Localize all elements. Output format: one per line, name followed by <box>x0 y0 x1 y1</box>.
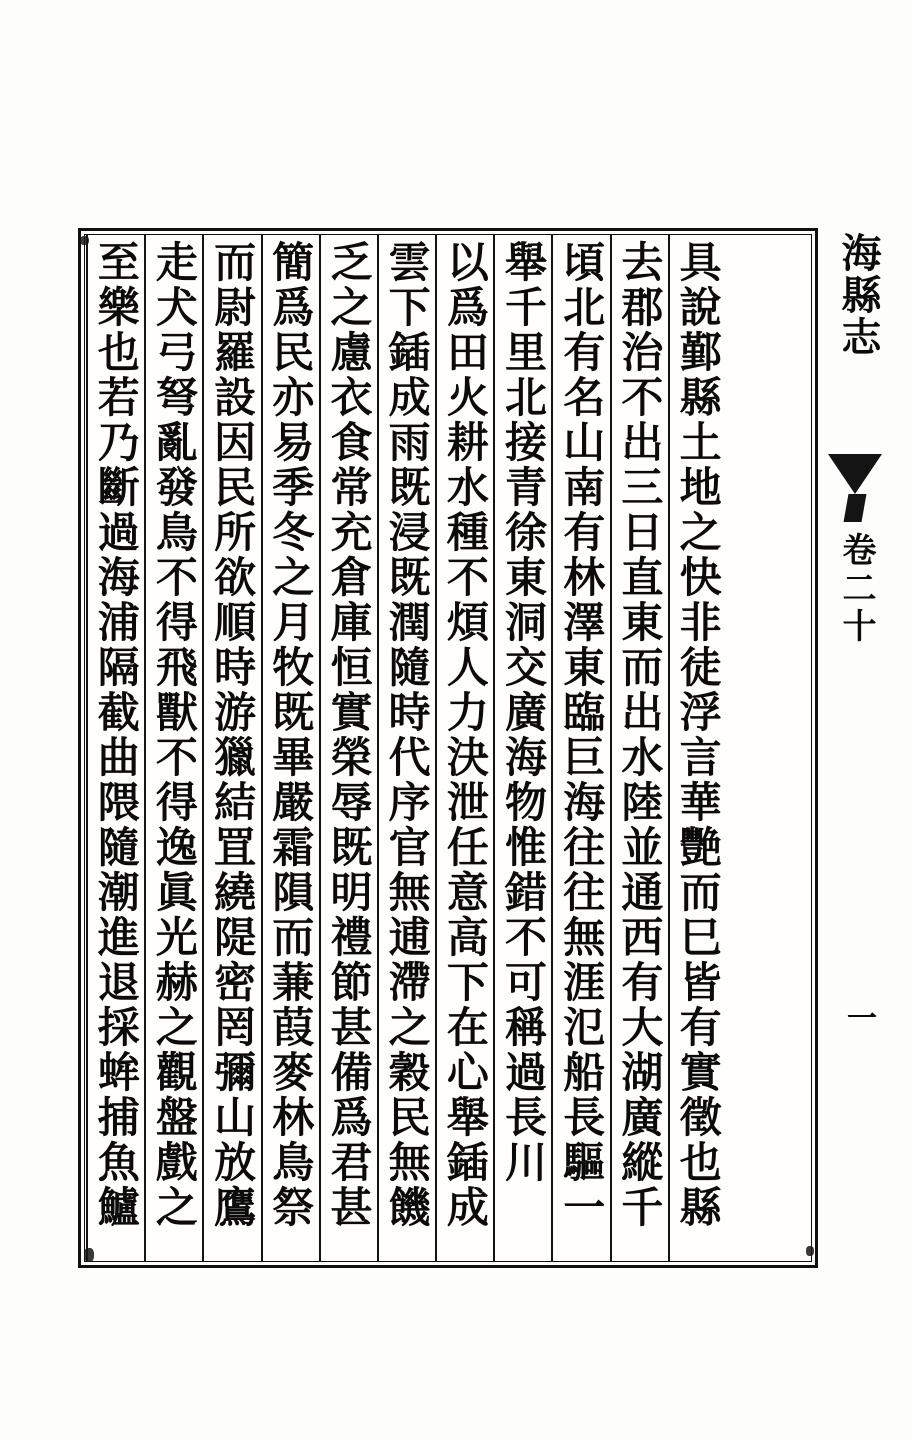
text-column <box>86 234 144 1262</box>
text-column <box>610 234 668 1262</box>
text-column <box>493 234 551 1262</box>
column-text: 具說鄞縣土地之快非徒浮言華艷而巳皆有實徵也縣 <box>673 240 723 1230</box>
book-title: 海縣志 <box>835 232 882 358</box>
column-text: 至樂也若乃斷過海浦隔截曲隈隨潮進退採蛑捕魚鱸 <box>91 240 141 1230</box>
column-text: 舉千里北接青徐東洞交廣海物惟錯不可稱過長川 <box>499 240 549 1185</box>
text-column <box>377 234 435 1262</box>
text-column <box>668 234 726 1262</box>
text-column <box>435 234 493 1262</box>
vertical-text-columns <box>86 234 726 1262</box>
fishtail-ornament-icon <box>828 454 882 524</box>
text-column <box>144 234 202 1262</box>
juan-label: 卷二十 <box>836 532 876 646</box>
column-text: 而尉羅設因民所欲順時游獵結罝繞隄密罔彌山放鷹 <box>208 240 258 1230</box>
text-column <box>319 234 377 1262</box>
ink-blemish <box>84 1248 94 1262</box>
column-text: 走犬弓弩亂發鳥不得飛獸不得逸眞光赫之觀盤戲之 <box>149 240 199 1230</box>
column-text: 頃北有名山南有林澤東臨巨海往往無涯氾船長驅一 <box>557 240 607 1230</box>
text-column <box>261 234 319 1262</box>
text-column <box>551 234 609 1262</box>
ink-blemish <box>80 236 89 245</box>
centerfold-header <box>822 232 892 1262</box>
ink-blemish <box>806 1246 814 1256</box>
page-number: 一 <box>841 1002 876 1034</box>
column-text: 簡爲民亦易季冬之月牧既畢嚴霜隕而蒹葭麥林鳥祭 <box>266 240 316 1230</box>
column-text: 雲下鍤成雨既浸既潤隨時代序官無逋滯之穀民無饑 <box>382 240 432 1230</box>
column-text: 去郡治不出三日直東而出水陸並通西有大湖廣縱千 <box>615 240 665 1230</box>
column-text: 以爲田火耕水種不煩人力決泄任意高下在心舉鍤成 <box>440 240 490 1230</box>
column-text: 乏之慮衣食常充倉庫恒實榮辱既明禮節甚備爲君甚 <box>324 240 374 1230</box>
text-column <box>202 234 260 1262</box>
